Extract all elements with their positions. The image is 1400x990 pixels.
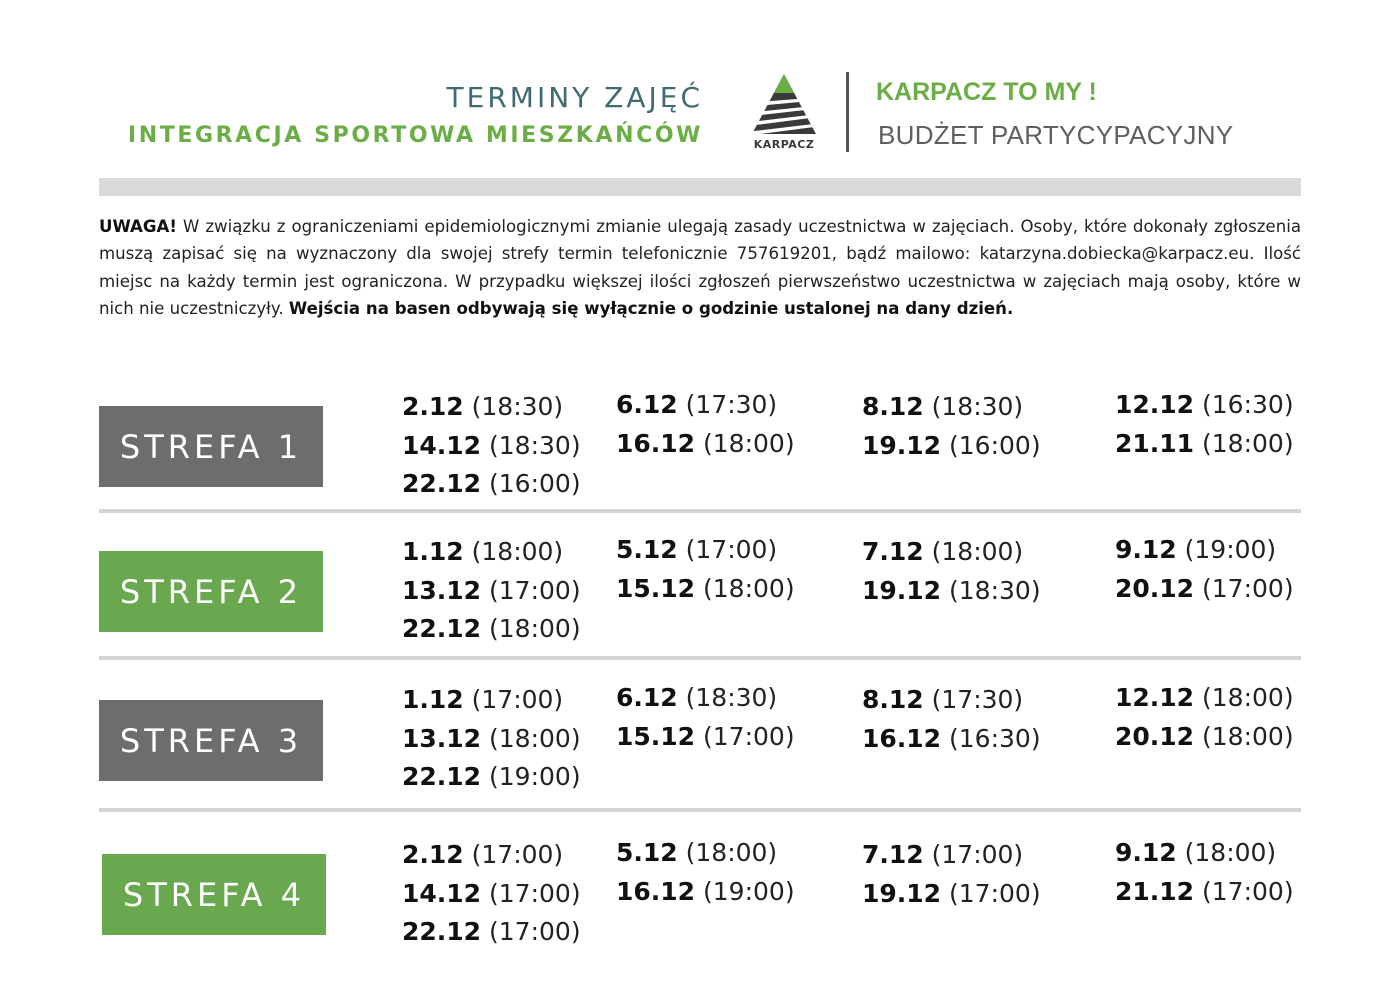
header-separator: [846, 72, 849, 152]
schedule-entry: 20.12 (18:00): [1115, 721, 1294, 751]
schedule-entry: 7.12 (17:00): [862, 840, 1024, 869]
zone-divider: [99, 509, 1301, 513]
schedule-entry: 6.12 (17:30): [616, 390, 778, 419]
notice-paragraph: [99, 213, 1301, 322]
logo-text: KARPACZ: [753, 138, 815, 151]
schedule-entry: 22.12 (17:00): [402, 917, 581, 946]
schedule-entry: 19.12 (16:00): [862, 430, 1041, 460]
schedule-entry: 13.12 (18:00): [402, 723, 581, 753]
schedule-column: [402, 388, 581, 504]
mountain-logo-icon: [744, 72, 824, 136]
page-subtitle: INTEGRACJA SPORTOWA MIESZKAŃCÓW: [127, 123, 703, 148]
schedule-column: [1115, 834, 1294, 911]
zone-divider: [99, 808, 1301, 812]
schedule-entry: 19.12 (17:00): [862, 878, 1041, 908]
schedule-entry: 1.12 (18:00): [402, 537, 564, 566]
schedule-entry: 22.12 (19:00): [402, 762, 581, 791]
schedule-entry: 21.12 (17:00): [1115, 876, 1294, 906]
schedule-entry: 14.12 (18:30): [402, 430, 581, 460]
schedule-column: [616, 679, 795, 756]
schedule-entry: 2.12 (18:30): [402, 392, 564, 421]
zone-label: STREFA 1: [99, 406, 323, 487]
schedule-entry: 15.12 (17:00): [616, 721, 795, 751]
schedule-column: [862, 533, 1041, 610]
schedule-entry: 9.12 (19:00): [1115, 535, 1277, 564]
zone-row-1: [0, 388, 1400, 528]
schedule-entry: 20.12 (17:00): [1115, 573, 1294, 603]
schedule-entry: 22.12 (18:00): [402, 614, 581, 643]
zone-row-4: [0, 836, 1400, 976]
schedule-entry: 16.12 (18:00): [616, 428, 795, 458]
schedule-entry: 8.12 (18:30): [862, 392, 1024, 421]
schedule-entry: 2.12 (17:00): [402, 840, 564, 869]
schedule-entry: 5.12 (18:00): [616, 838, 778, 867]
header-divider-bar: [99, 178, 1301, 196]
schedule-entry: 12.12 (18:00): [1115, 683, 1294, 712]
notice-body: W związku z ograniczeniami epidemiologicznymi zmianie ulegają zasady uczestnictwa w zajęciach. Osoby, które dokonały zgłoszenia muszą zapisać się na wyznaczony dla swojej strefy termin telefonicznie 757619201, bądź mailowo: katarzyna.dobiecka@karpacz.eu. Ilość miejsc na każdy termin jest ograniczona. W przypadku większej ilości zgłoszeń pierwszeństwo uczestnictwa w zajęciach mają osoby, które w nich nie uczestniczyły.: [99, 217, 1301, 318]
zone-label: STREFA 2: [99, 551, 323, 632]
schedule-entry: 16.12 (16:30): [862, 723, 1041, 753]
header-titles: [128, 78, 703, 154]
notice-warning: UWAGA!: [99, 217, 177, 236]
schedule-column: [1115, 531, 1294, 608]
schedule-entry: 6.12 (18:30): [616, 683, 778, 712]
zone-row-2: [0, 533, 1400, 673]
schedule-column: [616, 531, 795, 608]
zone-label: STREFA 4: [102, 854, 326, 935]
schedule-entry: 21.11 (18:00): [1115, 428, 1294, 458]
schedule-entry: 12.12 (16:30): [1115, 390, 1294, 419]
program-subtitle: BUDŻET PARTYCYPACYJNY: [878, 120, 1234, 150]
schedule-column: [1115, 386, 1294, 463]
schedule-entry: 15.12 (18:00): [616, 573, 795, 603]
schedule-column: [862, 681, 1041, 758]
schedule-column: [862, 388, 1041, 465]
zone-divider: [99, 656, 1301, 660]
schedule-column: [402, 836, 581, 952]
schedule-column: [402, 681, 581, 797]
schedule-column: [1115, 679, 1294, 756]
schedule-column: [616, 834, 795, 911]
karpacz-logo: [744, 72, 824, 156]
page-title: TERMINY ZAJĘĆ: [446, 81, 703, 114]
schedule-entry: 7.12 (18:00): [862, 537, 1024, 566]
zone-label: STREFA 3: [99, 700, 323, 781]
schedule-entry: 5.12 (17:00): [616, 535, 778, 564]
notice-emphasis: Wejścia na basen odbywają się wyłącznie o godzinie ustalonej na dany dzień.: [288, 298, 1014, 318]
schedule-entry: 9.12 (18:00): [1115, 838, 1277, 867]
schedule-entry: 13.12 (17:00): [402, 575, 581, 605]
zone-row-3: [0, 681, 1400, 821]
schedule-column: [862, 836, 1041, 913]
schedule-entry: 19.12 (18:30): [862, 575, 1041, 605]
program-title: KARPACZ TO MY !: [876, 78, 1097, 106]
schedule-column: [402, 533, 581, 649]
schedule-column: [616, 386, 795, 463]
schedule-entry: 8.12 (17:30): [862, 685, 1024, 714]
schedule-entry: 1.12 (17:00): [402, 685, 564, 714]
schedule-entry: 14.12 (17:00): [402, 878, 581, 908]
schedule-entry: 16.12 (19:00): [616, 876, 795, 906]
schedule-entry: 22.12 (16:00): [402, 469, 581, 498]
